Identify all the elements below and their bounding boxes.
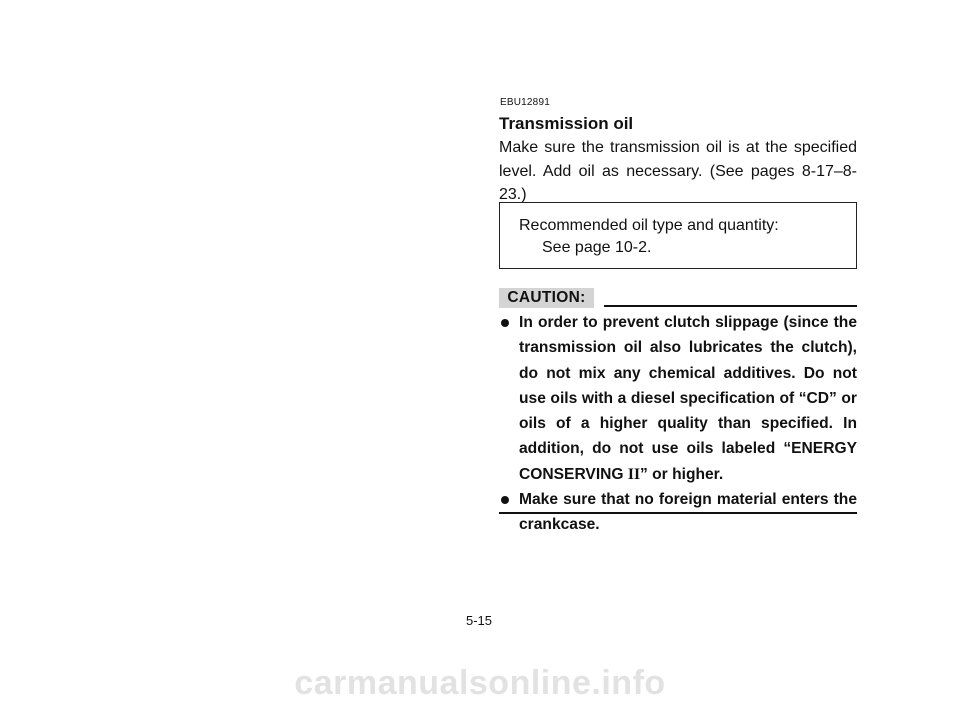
document-code: EBU12891 <box>500 97 550 108</box>
watermark: carmanualsonline.info <box>294 664 666 702</box>
spec-box <box>499 202 857 269</box>
caution-text: Make sure that no foreign material enters the crankcase. <box>519 491 857 534</box>
end-rule <box>499 512 857 514</box>
section-heading: Transmission oil <box>499 114 634 133</box>
intro-paragraph: Make sure the transmission oil is at the specified level. Add oil as necessary. (See pages 8-17–8-23.) <box>499 139 857 203</box>
caution-list <box>499 310 857 538</box>
caution-text-end: ” or higher. <box>640 465 724 483</box>
caution-rule <box>604 305 857 307</box>
roman-numeral: II <box>627 465 641 483</box>
caution-item <box>499 310 857 487</box>
caution-text: In order to prevent clutch slippage (since the transmission oil also lubricates the clutch), do not mix any chemical additives. Do not use oils with a diesel specification of “CD” or oils of a higher quality than specified. In addition, do not use oils labeled “ENERGY CONSERVING <box>519 314 857 483</box>
spec-label: Recommended oil type and quantity: <box>519 217 779 234</box>
bullet-icon <box>501 319 509 327</box>
page-number: 5-15 <box>466 613 493 628</box>
caution-badge: CAUTION: <box>499 288 594 308</box>
bullet-icon <box>501 496 509 504</box>
spec-value: See page 10-2. <box>542 239 652 256</box>
